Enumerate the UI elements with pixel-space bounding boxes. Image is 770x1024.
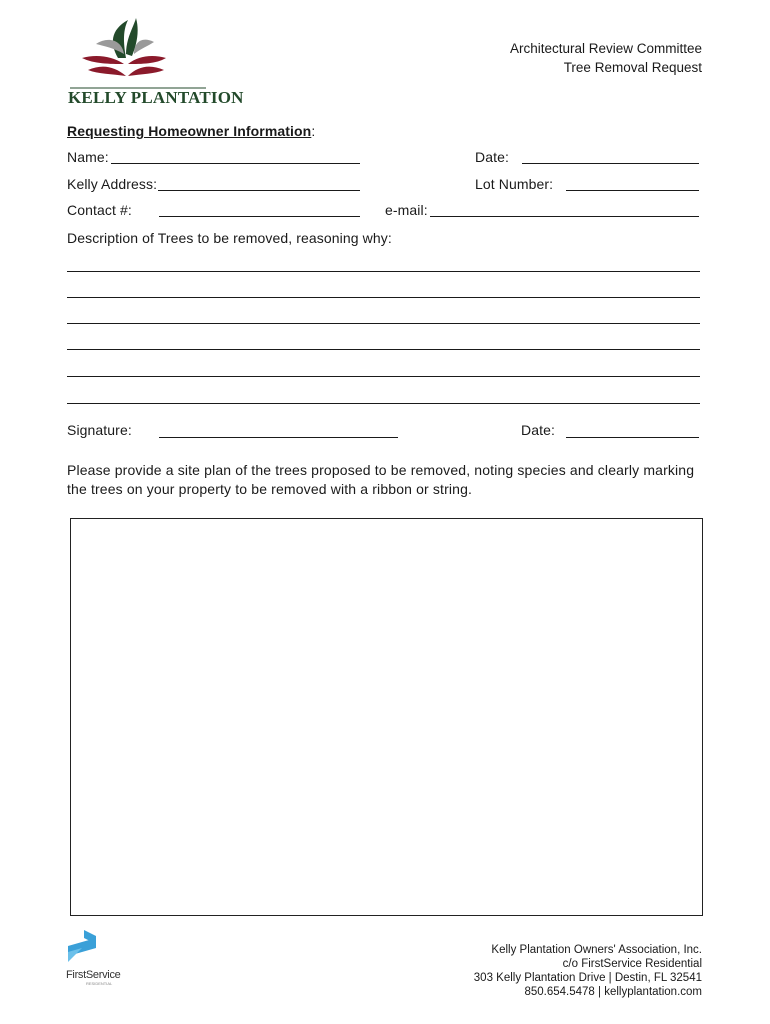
- site-plan-box[interactable]: [70, 518, 703, 916]
- description-line[interactable]: [67, 349, 700, 350]
- kelly-plantation-logo: [66, 14, 244, 110]
- address-label: Kelly Address:: [67, 176, 158, 192]
- description-line[interactable]: [67, 271, 700, 272]
- firstservice-logo-icon: [66, 930, 98, 966]
- section-colon: :: [311, 123, 316, 139]
- name-field[interactable]: [111, 163, 360, 164]
- form-header: [510, 39, 702, 77]
- name-label: Name:: [67, 149, 109, 165]
- description-line[interactable]: [67, 376, 700, 377]
- palm-leaves-icon: [66, 14, 212, 92]
- firstservice-sub: RESIDENTIAL: [86, 981, 113, 986]
- signature-label: Signature:: [67, 422, 132, 438]
- description-line[interactable]: [67, 403, 700, 404]
- logo-text: KELLY PLANTATION: [68, 88, 244, 107]
- footer-address: [474, 943, 702, 999]
- footer-care-of: c/o FirstService Residential: [562, 958, 702, 970]
- contact-field[interactable]: [159, 216, 360, 217]
- description-label: Description of Trees to be removed, reasoning why:: [67, 230, 392, 246]
- footer-org: Kelly Plantation Owners' Association, Inc.: [491, 944, 702, 956]
- date-label: Date:: [475, 149, 509, 165]
- footer-contact: 850.654.5478 | kellyplantation.com: [524, 986, 702, 998]
- lot-number-field[interactable]: [566, 190, 699, 191]
- firstservice-name: FirstService: [66, 969, 121, 981]
- contact-label: Contact #:: [67, 202, 132, 218]
- section-heading: [67, 123, 315, 139]
- section-title: Requesting Homeowner Information: [67, 123, 312, 139]
- signature-field[interactable]: [159, 437, 398, 438]
- committee-title: Architectural Review Committee: [509, 41, 702, 56]
- footer-street: 303 Kelly Plantation Drive | Destin, FL 32541: [473, 972, 702, 984]
- signature-date-field[interactable]: [566, 437, 699, 438]
- email-label: e-mail:: [385, 202, 428, 218]
- address-field[interactable]: [158, 190, 360, 191]
- signature-date-label: Date:: [521, 422, 555, 438]
- form-title: Tree Removal Request: [563, 60, 702, 75]
- lot-number-label: Lot Number:: [475, 176, 554, 192]
- email-field[interactable]: [430, 216, 699, 217]
- description-line[interactable]: [67, 297, 700, 298]
- site-plan-instructions: Please provide a site plan of the trees proposed to be removed, noting species and clearly marking the trees on your property to be removed with a ribbon or string.: [67, 462, 695, 497]
- firstservice-logo: [66, 930, 126, 986]
- description-line[interactable]: [67, 323, 700, 324]
- date-field[interactable]: [522, 163, 699, 164]
